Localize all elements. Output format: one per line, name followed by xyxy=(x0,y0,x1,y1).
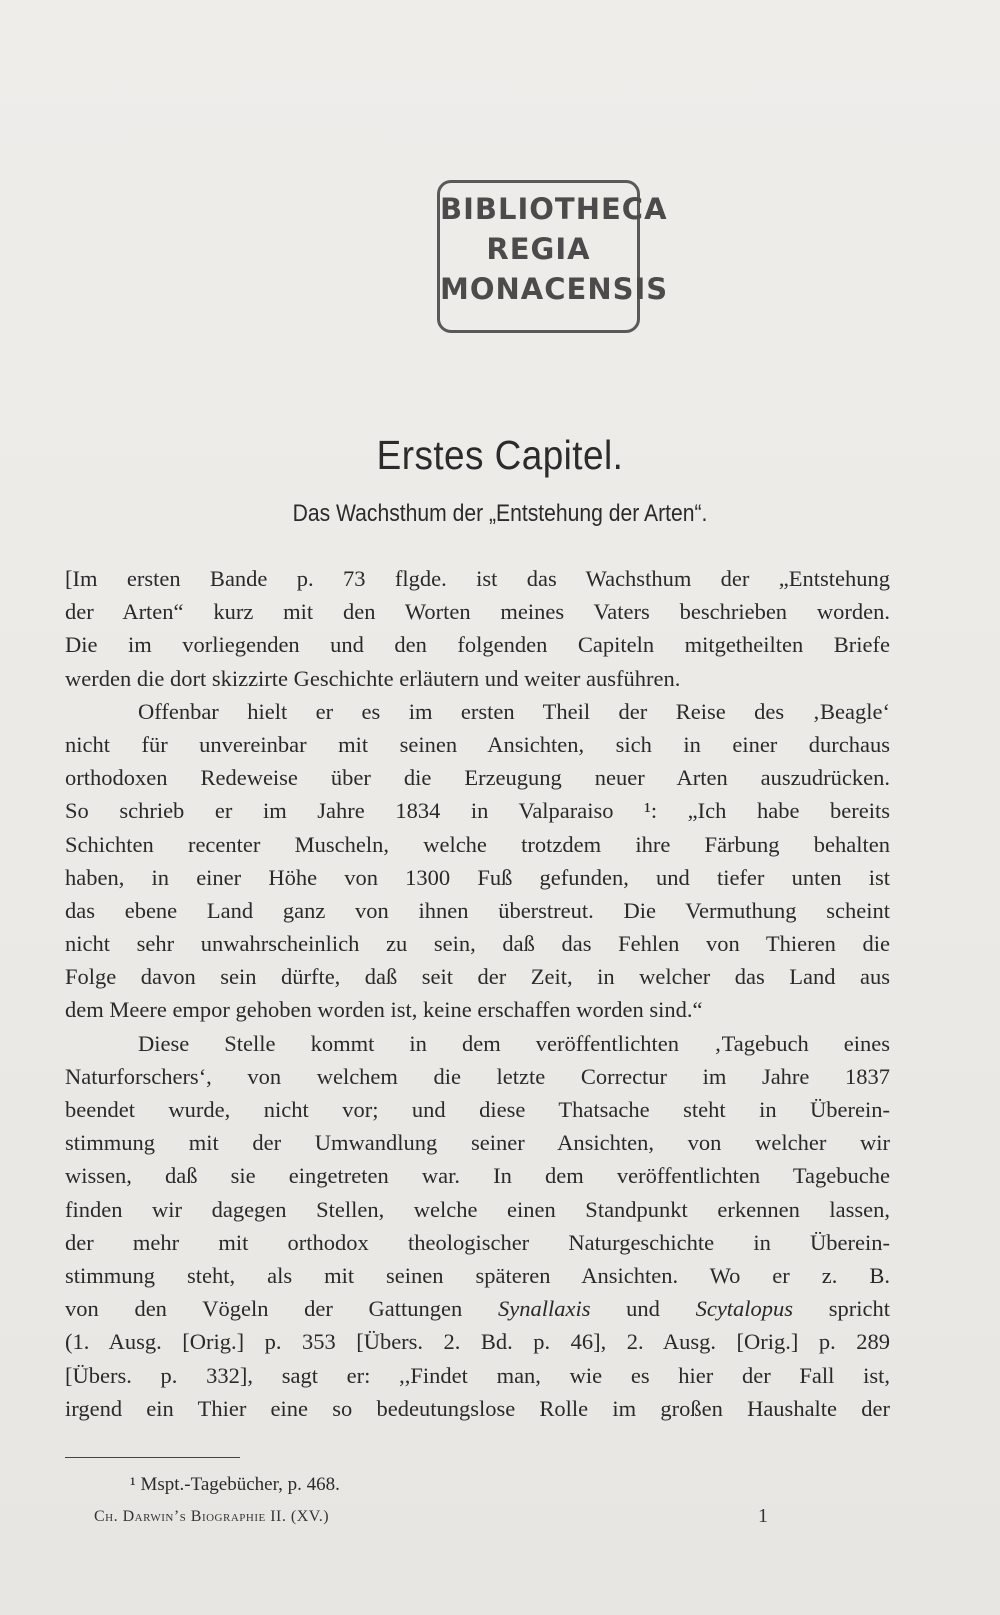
footnote: ¹ Mspt.-Tagebücher, p. 468. xyxy=(130,1474,340,1495)
body-line: [Im ersten Bande p. 73 flgde. ist das Wachsthum der „Entstehung xyxy=(65,566,890,591)
body-line: Die im vorliegenden und den folgenden Capiteln mitgetheilten Briefe xyxy=(65,632,890,658)
body-line: wissen, daß sie eingetreten war. In dem veröffentlichten Tagebuche xyxy=(65,1163,890,1189)
body-line: werden die dort skizzirte Geschichte erläutern und weiter ausführen. xyxy=(65,665,681,691)
signature-text: Ch. Darwin’s Biographie II. (XV.) xyxy=(94,1508,330,1525)
body-line: Offenbar hielt er es im ersten Theil der Reise des ‚Beagle‘ xyxy=(138,698,890,724)
body-line: haben, in einer Höhe von 1300 Fuß gefunden, und tiefer unten ist xyxy=(65,864,890,890)
body-line: [Übers. p. 332], sagt er: ,,Findet man, wie es hier der Fall ist, xyxy=(65,1362,890,1388)
stamp-line-1: BIBLIOTHECA xyxy=(440,192,668,226)
signature-number: 1 xyxy=(758,1505,768,1527)
body-line: der mehr mit orthodox theologischer Naturgeschichte in Überein- xyxy=(65,1229,890,1255)
body-line: nicht sehr unwahrscheinlich zu sein, daß das Fehlen von Thieren die xyxy=(65,931,890,957)
body-line: So schrieb er im Jahre 1834 in Valparaiso ¹: „Ich habe bereits xyxy=(65,798,890,824)
body-line: Diese Stelle kommt in dem veröffentlichten ‚Tagebuch eines xyxy=(138,1030,890,1056)
library-stamp xyxy=(437,180,669,333)
body-line: von den Vögeln der Gattungen Synallaxis und Scytalopus spricht xyxy=(65,1296,890,1322)
body-line: (1. Ausg. [Orig.] p. 353 [Übers. 2. Bd. p. 46], 2. Ausg. [Orig.] p. 289 xyxy=(65,1329,890,1355)
body-line: beendet wurde, nicht vor; und diese Thatsache steht in Überein- xyxy=(65,1097,890,1122)
stamp-line-3: MONACENSIS xyxy=(440,272,669,306)
chapter-title: Erstes Capitel. xyxy=(376,432,624,478)
body-line: das ebene Land ganz von ihnen überstreut. Die Vermuthung scheint xyxy=(65,897,890,923)
body-line: der Arten“ kurz mit den Worten meines Vaters beschrieben worden. xyxy=(65,599,890,625)
body-line: finden wir dagegen Stellen, welche einen Standpunkt erkennen lassen, xyxy=(65,1196,890,1222)
body-line: Folge davon sein dürfte, daß seit der Zeit, in welcher das Land aus xyxy=(65,964,890,990)
body-line: stimmung mit der Umwandlung seiner Ansichten, von welcher wir xyxy=(65,1130,890,1156)
body-line: Naturforschers‘, von welchem die letzte Correctur im Jahre 1837 xyxy=(65,1063,890,1089)
footnote-divider xyxy=(65,1457,240,1458)
body-line: stimmung steht, als mit seinen späteren Ansichten. Wo er z. B. xyxy=(65,1262,890,1288)
body-line: irgend ein Thier eine so bedeutungslose Rolle im großen Haushalte der xyxy=(65,1395,890,1421)
chapter-subtitle: Das Wachsthum der „Entstehung der Arten“. xyxy=(292,500,708,527)
body-line: dem Meere empor gehoben worden ist, keine erschaffen worden sind.“ xyxy=(65,997,703,1023)
body-line: orthodoxen Redeweise über die Erzeugung neuer Arten auszudrücken. xyxy=(65,765,890,791)
stamp-line-2: REGIA xyxy=(486,232,591,266)
body-line: Schichten recenter Muscheln, welche trotzdem ihre Färbung behalten xyxy=(65,831,890,857)
body-line: nicht für unvereinbar mit seinen Ansichten, sich in einer durchaus xyxy=(65,731,890,757)
signature-line xyxy=(94,1508,329,1526)
body-text xyxy=(65,562,890,1425)
